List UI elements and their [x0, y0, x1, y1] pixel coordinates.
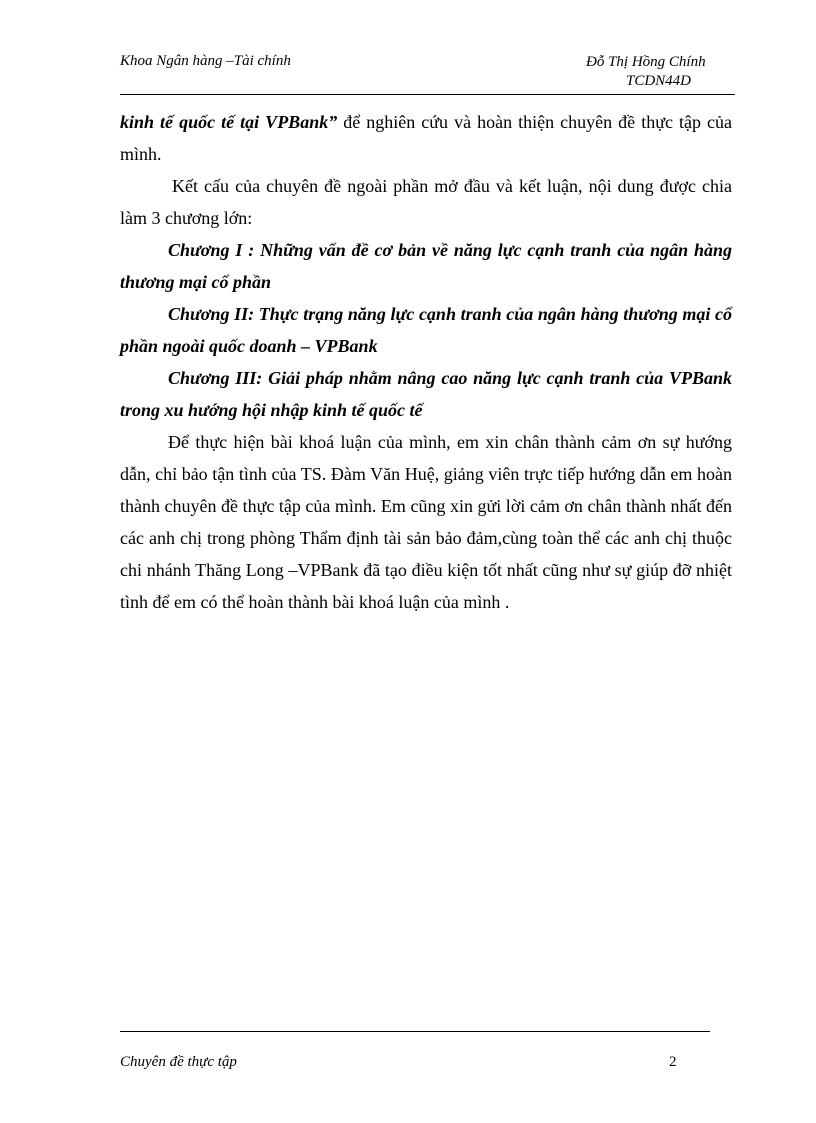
paragraph-intro-rest: để nghiên cứu và hoàn thiện chuyên đề thực tập của mình.	[120, 112, 732, 164]
paragraph-structure: Kết cấu của chuyên đề ngoài phần mở đầu và kết luận, nội dung được chia làm 3 chương lớn:	[120, 176, 732, 228]
document-body	[120, 106, 732, 618]
header-author-name: Đỗ Thị Hồng Chính	[586, 54, 706, 70]
chapter-2-title: Chương II: Thực trạng năng lực cạnh tranh của ngân hàng thương mại cổ phần ngoài quốc doanh – VPBank	[120, 304, 732, 356]
header-class-code: TCDN44D	[626, 73, 692, 89]
header-department: Khoa Ngân hàng –Tài chính	[120, 53, 291, 69]
footer-divider	[120, 1031, 710, 1032]
header-author	[586, 53, 706, 91]
header-divider	[120, 94, 735, 95]
page-number: 2	[669, 1054, 677, 1070]
footer-document-type: Chuyên đề thực tập	[120, 1054, 237, 1070]
paragraph-intro-bold: kinh tế quốc tế tại VPBank”	[120, 112, 338, 132]
paragraph-intro-end	[120, 106, 732, 170]
paragraph-acknowledgement: Để thực hiện bài khoá luận của mình, em xin chân thành cảm ơn sự hướng dẫn, chỉ bảo tận tình của TS. Đàm Văn Huệ, giảng viên trực tiếp hướng dẫn em hoàn thành chuyên đề thực tập của mình. Em cũng xin gửi lời cảm ơn chân thành nhất đến các anh chị trong phòng Thẩm định tài sản bảo đảm,cùng toàn thể các anh chị thuộc chi nhánh Thăng Long –VPBank đã tạo điều kiện tốt nhất cũng như sự giúp đỡ nhiệt tình để em có thể hoàn thành bài khoá luận của mình .	[120, 432, 732, 612]
chapter-1-title: Chương I : Những vấn đề cơ bản về năng lực cạnh tranh của ngân hàng thương mại cổ phần	[120, 240, 732, 292]
chapter-3-title: Chương III: Giải pháp nhằm nâng cao năng lực cạnh tranh của VPBank trong xu hướng hội nhập kinh tế quốc tế	[120, 368, 732, 420]
